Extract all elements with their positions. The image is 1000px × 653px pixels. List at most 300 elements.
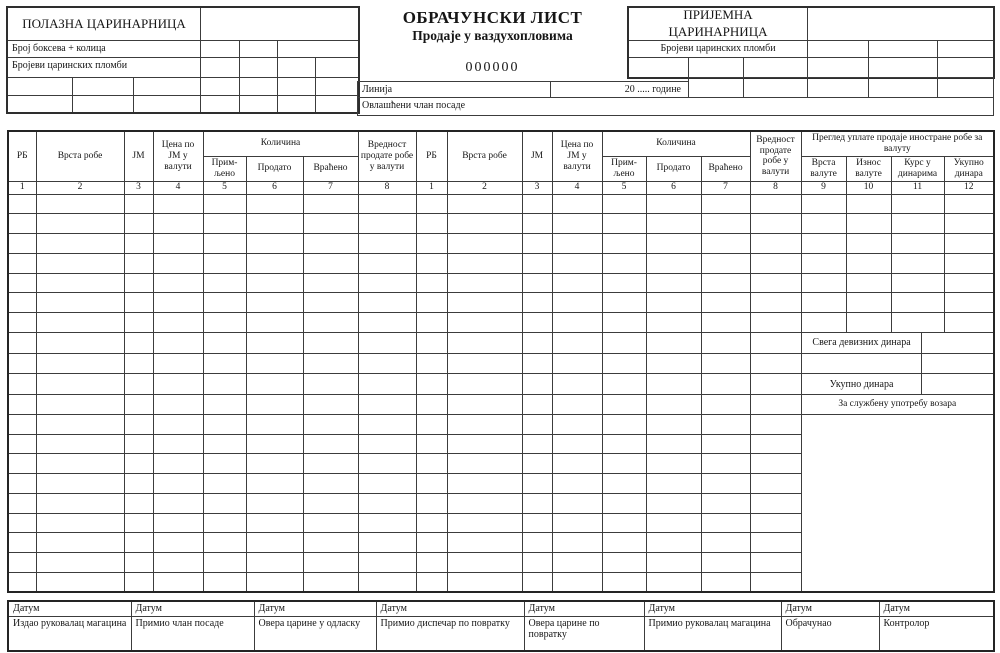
grid-cell [358,493,416,513]
seal-field [200,95,240,113]
grid-cell [646,313,701,333]
official-use-label: За службену употребу возара [801,395,994,415]
grid-cell [750,414,801,434]
grid-cell [124,293,153,313]
grid-cell [522,533,552,553]
grid-cell [602,474,646,494]
grid-cell [552,313,602,333]
grid-cell [203,553,246,573]
footer-signature-warehouse-received: Примио руковалац магацина [644,616,781,651]
col-header-value: Вредност продате робе у валути [750,131,801,181]
col-number: 4 [552,181,602,194]
grid-cell [36,493,124,513]
grid-cell [303,214,358,234]
seal-field [72,95,134,113]
grid-cell [8,253,36,273]
grid-cell [522,332,552,353]
grid-cell [602,572,646,592]
grid-cell [416,395,447,415]
seal-field [937,40,994,58]
strip-field [937,77,994,98]
grid-cell [891,194,944,214]
col-header-value: Вредност продате робе у валути [358,131,416,181]
grid-cell [124,273,153,293]
grid-cell [552,533,602,553]
grid-cell [701,332,750,353]
grid-cell [750,332,801,353]
grid-cell [701,194,750,214]
grid-cell [646,493,701,513]
grid-cell [701,253,750,273]
col-header-goods: Врста робе [447,131,522,181]
grid-cell [602,293,646,313]
grid-cell [801,293,846,313]
summary-grand-total-row [801,374,994,395]
col-number: 5 [602,181,646,194]
grid-cell [801,214,846,234]
grid-cell [8,313,36,333]
grid-cell [303,374,358,395]
signature-table [7,600,995,652]
grid-cell [646,214,701,234]
summary-empty-value [922,354,993,374]
strip-field [743,77,808,98]
footer-date-label: Датум [376,601,524,616]
grid-cell [646,273,701,293]
seal-field [239,77,278,96]
grid-cell [522,454,552,474]
grid-cell [153,395,203,415]
grid-cell [801,234,846,254]
grid-cell [944,253,994,273]
grid-cell [552,454,602,474]
summary-grand-total-value [922,374,993,394]
grid-cell [8,434,36,454]
grid-cell [246,553,303,573]
grid-cell [750,513,801,533]
grid-cell [303,454,358,474]
grid-cell [552,513,602,533]
boxes-field [277,40,359,58]
grid-cell [124,194,153,214]
grid-cell [203,414,246,434]
grid-cell [203,374,246,395]
grid-cell [522,253,552,273]
strip-field [868,77,938,98]
grid-cell [646,434,701,454]
grid-cell [552,553,602,573]
grid-cell [602,214,646,234]
summary-empty-label [803,354,922,374]
grid-cell [416,214,447,234]
grid-cell [701,234,750,254]
grid-cell [124,214,153,234]
grid-cell [153,434,203,454]
grid-cell [522,234,552,254]
grid-cell [124,374,153,395]
grid-cell [36,234,124,254]
grid-cell [602,434,646,454]
grid-cell [8,353,36,374]
seal-field [239,95,278,113]
seal-field [868,40,938,58]
grid-cell [416,273,447,293]
grid-cell [153,493,203,513]
col-number: 11 [891,181,944,194]
grid-cell [8,572,36,592]
grid-cell [36,313,124,333]
grid-cell [701,293,750,313]
grid-cell [522,553,552,573]
grid-cell [124,454,153,474]
grid-cell [358,414,416,434]
grid-cell [646,253,701,273]
grid-cell [203,214,246,234]
grid-cell [153,293,203,313]
grid-cell [646,395,701,415]
grid-cell [602,353,646,374]
grid-cell [447,454,522,474]
grid-cell [124,253,153,273]
grid-cell [246,493,303,513]
grid-cell [416,194,447,214]
grid-cell [153,474,203,494]
grid-cell [358,434,416,454]
grid-cell [646,353,701,374]
summary-grand-total-label: Укупно динара [803,374,922,394]
grid-cell [552,572,602,592]
seal-field [72,77,134,96]
grid-cell [552,253,602,273]
serial-number: 000000 [465,60,520,75]
grid-cell [246,253,303,273]
seal-field [807,40,869,58]
grid-cell [358,273,416,293]
grid-cell [944,214,994,234]
grid-cell [124,493,153,513]
departure-box-title: ПОЛАЗНА ЦАРИНАРНИЦА [7,7,201,41]
grid-cell [552,234,602,254]
grid-cell [891,214,944,234]
grid-cell [8,332,36,353]
grid-cell [246,474,303,494]
grid-cell [447,273,522,293]
grid-cell [447,493,522,513]
grid-cell [552,293,602,313]
grid-cell [447,313,522,333]
grid-cell [303,273,358,293]
grid-cell [203,293,246,313]
col-header-sold: Продато [246,156,303,181]
grid-cell [944,313,994,333]
grid-cell [203,434,246,454]
grid-cell [303,434,358,454]
footer-signature-warehouse-issued: Издао руковалац магацина [8,616,131,651]
grid-cell [750,253,801,273]
grid-cell [447,414,522,434]
grid-cell [944,194,994,214]
grid-cell [552,214,602,234]
col-number: 1 [416,181,447,194]
grid-cell [522,434,552,454]
grid-cell [358,374,416,395]
grid-cell [36,332,124,353]
grid-cell [8,533,36,553]
grid-cell [246,395,303,415]
grid-cell [801,313,846,333]
col-header-sold: Продато [646,156,701,181]
grid-cell [522,273,552,293]
grid-cell [153,513,203,533]
grid-cell [602,273,646,293]
grid-cell [246,313,303,333]
grid-cell [701,273,750,293]
grid-cell [891,293,944,313]
grid-cell [153,572,203,592]
grid-cell [602,553,646,573]
grid-cell [447,253,522,273]
col-number: 6 [246,181,303,194]
grid-cell [522,493,552,513]
grid-cell [602,253,646,273]
grid-cell [153,332,203,353]
grid-cell [36,572,124,592]
grid-cell [522,414,552,434]
grid-cell [891,273,944,293]
summary-foreign-total-row [801,332,994,353]
grid-cell [750,234,801,254]
grid-cell [203,533,246,553]
grid-cell [750,273,801,293]
grid-cell [846,293,891,313]
grid-cell [447,214,522,234]
grid-cell [358,572,416,592]
grid-cell [750,395,801,415]
grid-cell [602,513,646,533]
grid-cell [36,374,124,395]
grid-cell [303,234,358,254]
grid-cell [124,414,153,434]
footer-date-label: Датум [254,601,376,616]
grid-cell [203,572,246,592]
grid-cell [701,553,750,573]
grid-cell [36,395,124,415]
grid-cell [153,353,203,374]
grid-cell [646,332,701,353]
grid-cell [846,253,891,273]
grid-cell [416,234,447,254]
grid-cell [303,572,358,592]
col-header-price: Цена по ЈМ у валути [153,131,203,181]
grid-cell [602,313,646,333]
crew-member-label: Овлашћени члан посаде [357,97,994,116]
grid-cell [846,273,891,293]
seal-field [200,57,240,78]
grid-cell [522,374,552,395]
grid-cell [416,293,447,313]
col-header-unit: ЈМ [522,131,552,181]
grid-cell [246,214,303,234]
grid-cell [552,374,602,395]
grid-cell [750,214,801,234]
grid-cell [602,234,646,254]
grid-cell [416,553,447,573]
grid-cell [447,374,522,395]
grid-cell [552,493,602,513]
col-number: 8 [358,181,416,194]
seal-field [807,57,869,78]
seal-field [239,57,278,78]
departure-seals-label: Бројеви царинских пломби [7,57,201,78]
grid-cell [8,293,36,313]
grid-cell [944,273,994,293]
grid-cell [801,194,846,214]
grid-cell [416,493,447,513]
grid-cell [522,474,552,494]
grid-cell [36,414,124,434]
grid-cell [124,513,153,533]
footer-signature-customs-return: Овера царине по повратку [524,616,644,651]
grid-cell [846,313,891,333]
grid-cell [522,194,552,214]
grid-cell [246,533,303,553]
boxes-carts-label: Број боксева + колица [7,40,201,58]
col-number: 3 [124,181,153,194]
grid-cell [447,353,522,374]
grid-cell [203,454,246,474]
grid-cell [246,374,303,395]
grid-cell [602,374,646,395]
grid-cell [646,513,701,533]
summary-foreign-total-label: Свега девизних динара [803,333,922,353]
col-number: 2 [447,181,522,194]
grid-cell [303,395,358,415]
grid-cell [36,434,124,454]
grid-cell [522,293,552,313]
grid-cell [646,474,701,494]
grid-cell [447,234,522,254]
grid-cell [303,332,358,353]
seal-field [628,57,689,78]
grid-cell [447,293,522,313]
grid-cell [701,395,750,415]
grid-cell [246,234,303,254]
footer-signature-calculated-by: Обрачунао [781,616,879,651]
footer-signature-customs-departure: Овера царине у одласку [254,616,376,651]
grid-cell [750,374,801,395]
grid-cell [552,332,602,353]
grid-cell [358,293,416,313]
grid-cell [124,332,153,353]
footer-date-label: Датум [879,601,994,616]
footer-signature-dispatcher-return: Примио диспечар по повратку [376,616,524,651]
grid-cell [246,454,303,474]
grid-cell [646,572,701,592]
grid-cell [602,454,646,474]
grid-cell [358,513,416,533]
grid-cell [8,234,36,254]
grid-cell [552,353,602,374]
grid-cell [801,253,846,273]
grid-cell [153,253,203,273]
grid-cell [552,474,602,494]
grid-cell [416,533,447,553]
grid-cell [552,434,602,454]
grid-cell [153,273,203,293]
grid-cell [416,414,447,434]
grid-cell [36,293,124,313]
grid-cell [358,313,416,333]
grid-cell [124,395,153,415]
grid-cell [246,353,303,374]
grid-cell [303,253,358,273]
seal-field [277,57,316,78]
grid-cell [552,395,602,415]
form-subtitle: Продаје у ваздухопловима [412,28,573,43]
grid-cell [8,194,36,214]
boxes-field [200,40,240,58]
grid-cell [203,234,246,254]
grid-cell [750,553,801,573]
grid-cell [701,434,750,454]
col-number: 7 [701,181,750,194]
grid-cell [447,553,522,573]
grid-cell [701,513,750,533]
grid-cell [246,414,303,434]
grid-cell [36,474,124,494]
grid-cell [447,513,522,533]
grid-cell [447,533,522,553]
grid-cell [701,572,750,592]
grid-cell [602,533,646,553]
grid-cell [8,414,36,434]
arrival-box-title: ПРИЈЕМНА ЦАРИНАРНИЦА [628,7,808,41]
grid-cell [246,332,303,353]
seal-field [277,95,316,113]
grid-cell [303,353,358,374]
grid-cell [246,434,303,454]
grid-cell [36,513,124,533]
col-header-returned: Враћено [701,156,750,181]
grid-cell [358,253,416,273]
strip-field [688,77,744,98]
footer-date-label: Датум [644,601,781,616]
grid-cell [36,194,124,214]
grid-cell [646,194,701,214]
grid-cell [36,353,124,374]
grid-cell [203,353,246,374]
grid-cell [944,234,994,254]
grid-cell [447,332,522,353]
grid-cell [646,454,701,474]
grid-cell [646,374,701,395]
col-header-total-dinars: Укупно динара [944,156,994,181]
grid-cell [358,454,416,474]
grid-cell [153,374,203,395]
grid-cell [8,553,36,573]
grid-cell [203,395,246,415]
grid-cell [36,454,124,474]
grid-cell [701,353,750,374]
grid-cell [124,434,153,454]
seal-field [315,95,359,113]
grid-cell [522,353,552,374]
grid-cell [303,293,358,313]
grid-cell [124,553,153,573]
col-header-quantity: Количина [602,131,750,156]
footer-signature-controller: Контролор [879,616,994,651]
grid-cell [358,332,416,353]
